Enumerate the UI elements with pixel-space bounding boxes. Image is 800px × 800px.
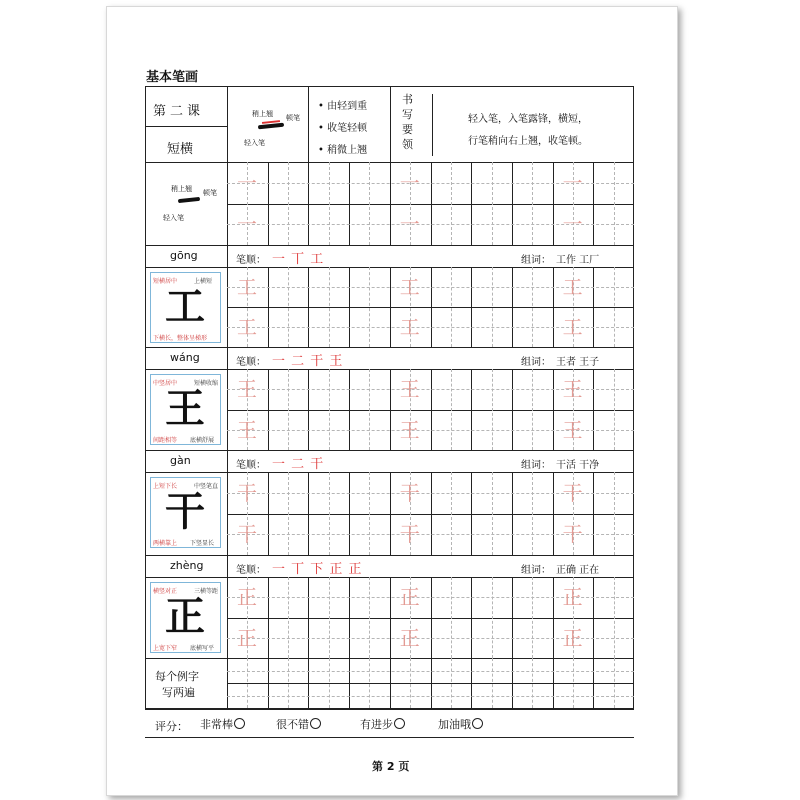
trace-character: 王 (562, 417, 583, 442)
stroke-order-label: 笔顺： (236, 357, 266, 368)
char-practice-col-line (349, 577, 350, 658)
trace-character: 一 (399, 212, 420, 237)
guide-line (451, 267, 452, 347)
guide-line (532, 472, 533, 555)
char-practice-col-line (268, 577, 269, 658)
rating-label: 评分： (155, 720, 188, 733)
guide-line (451, 162, 452, 245)
guide-line (288, 472, 289, 555)
free-practice-col-line (593, 658, 594, 708)
structure-note: 下竖显长 (190, 540, 215, 547)
rating-circle-checkbox[interactable] (234, 718, 245, 729)
char-practice-col-line (268, 369, 269, 450)
guide-line (329, 369, 330, 450)
guide-line (451, 577, 452, 658)
tip-item: • 稍微上翘 (318, 141, 367, 156)
guide-line (614, 267, 615, 347)
structure-note: 短横收缩 (194, 380, 219, 387)
trace-character: 王 (237, 417, 257, 442)
guide-line (451, 472, 452, 555)
char-practice-col-line (308, 369, 309, 450)
char-practice-col-line (471, 577, 472, 658)
section-divider (145, 450, 634, 451)
char-practice-col-line (431, 267, 432, 347)
tip-item: • 收笔轻顿 (318, 119, 367, 134)
char-practice-col-line (431, 472, 432, 555)
diagram-label-pause: 顿笔 (286, 114, 300, 122)
guide-line (227, 671, 634, 672)
trace-character: 王 (562, 377, 583, 402)
char-practice-col-line (349, 267, 350, 347)
example-character: 王 (165, 385, 205, 432)
stroke-practice-col-line (593, 162, 594, 245)
structure-note: 上横短 (194, 278, 213, 285)
stroke-order-label: 笔顺： (236, 565, 266, 576)
example-character: 干 (165, 488, 205, 535)
rating-option-label: 加油哦 (438, 718, 471, 731)
essentials-label: 书 写 要 领 (402, 93, 413, 151)
stroke-order-label: 笔顺： (236, 460, 266, 471)
char-practice-col-line (308, 267, 309, 347)
trace-character: 正 (399, 625, 420, 650)
rating-bottom-line (145, 737, 634, 738)
char-practice-col-line (593, 577, 594, 658)
free-practice-col-line (349, 658, 350, 708)
guide-line (492, 369, 493, 450)
trace-character: 王 (237, 377, 257, 402)
stroke-practice-col-line (431, 162, 432, 245)
diagram-label-rise: 稍上翘 (252, 110, 273, 118)
structure-note: 间距相等 (153, 437, 178, 444)
char-practice-col-line (431, 577, 432, 658)
section-divider (145, 347, 634, 348)
guide-line (532, 267, 533, 347)
words-list: 正确 正在 (556, 565, 600, 576)
guide-line (451, 369, 452, 450)
trace-character: 一 (562, 170, 583, 195)
lesson-number: 第二课 (153, 104, 205, 119)
stroke-name: 短横 (167, 142, 194, 157)
guide-line (492, 162, 493, 245)
free-practice-col-line (471, 658, 472, 708)
stroke-order-sequence: 一 丅 下 正 正 (272, 562, 363, 577)
guide-line (288, 162, 289, 245)
trace-character: 工 (399, 315, 420, 339)
header-divider (390, 86, 391, 162)
guide-line (614, 577, 615, 658)
free-practice-col-line (268, 658, 269, 708)
trace-character: 一 (237, 212, 257, 237)
char-practice-col-line (431, 369, 432, 450)
stroke-diagram-pause: 顿笔 (203, 189, 217, 197)
section-divider (145, 555, 634, 556)
guide-line (492, 658, 493, 708)
guide-line (614, 658, 615, 708)
stroke-order-sequence: 一 丅 工 (272, 252, 325, 267)
rating-option-label: 有进步 (360, 718, 393, 731)
rating-option-label: 很不错 (276, 718, 309, 731)
words-list: 干活 干净 (556, 460, 600, 471)
rating-circle-checkbox[interactable] (310, 718, 321, 729)
structure-note: 上短下长 (153, 483, 178, 490)
trace-character: 干 (399, 522, 420, 547)
section-divider (145, 245, 634, 246)
example-character: 正 (165, 593, 205, 640)
words-list: 工作 工厂 (556, 255, 600, 266)
guide-line (614, 162, 615, 245)
guide-line (288, 658, 289, 708)
stroke-order-sequence: 一 二 干 (272, 457, 325, 472)
structure-note: 上宽下窄 (153, 645, 178, 652)
guide-line (532, 162, 533, 245)
trace-character: 正 (399, 585, 420, 610)
trace-character: 王 (399, 377, 420, 402)
structure-note: 短横居中 (153, 278, 178, 285)
rating-circle-checkbox[interactable] (394, 718, 405, 729)
trace-character: 工 (399, 275, 420, 299)
structure-note: 横竖对正 (153, 588, 178, 595)
example-character: 工 (165, 283, 205, 330)
guide-line (288, 369, 289, 450)
header-divider (227, 86, 228, 162)
guide-line (492, 577, 493, 658)
pinyin: zhèng (170, 559, 204, 572)
guide-line (288, 267, 289, 347)
guide-line (329, 658, 330, 708)
trace-character: 干 (399, 480, 420, 505)
trace-character: 干 (562, 480, 583, 505)
stroke-order-label: 笔顺： (236, 255, 266, 266)
guide-line (492, 472, 493, 555)
sheet-title: 基本笔画 (146, 70, 199, 85)
words-label: 组词： (521, 357, 551, 368)
guide-line (329, 472, 330, 555)
words-label: 组词： (521, 255, 551, 266)
structure-note: 中竖居中 (153, 380, 178, 387)
trace-character: 干 (237, 480, 257, 505)
guide-line (573, 658, 574, 708)
free-practice-col-line (431, 658, 432, 708)
trace-character: 一 (562, 212, 583, 237)
pinyin: gàn (170, 454, 191, 467)
trace-character: 工 (562, 275, 583, 299)
guide-line (329, 577, 330, 658)
trace-character: 正 (237, 625, 257, 650)
guide-line (614, 472, 615, 555)
stroke-diagram-entry: 轻入笔 (163, 214, 184, 222)
rating-option[interactable] (276, 716, 321, 732)
char-practice-col-line (593, 472, 594, 555)
stroke-diagram-rise: 稍上翘 (171, 185, 192, 193)
header-divider (145, 126, 227, 127)
guide-line (532, 369, 533, 450)
guide-line (451, 658, 452, 708)
words-label: 组词： (521, 460, 551, 471)
guide-line (369, 577, 370, 658)
guide-line (532, 577, 533, 658)
free-practice-col-line (390, 658, 391, 708)
structure-note: 三横等距 (194, 588, 219, 595)
guide-line (288, 577, 289, 658)
guide-line (369, 658, 370, 708)
char-practice-col-line (593, 267, 594, 347)
pinyin: wáng (170, 351, 200, 364)
guide-line (369, 267, 370, 347)
essentials-text-1: 轻入笔，入笔露锋，横短， (468, 114, 588, 125)
rating-top-line (145, 708, 634, 709)
header-divider (308, 86, 309, 162)
stroke-practice-col-line (268, 162, 269, 245)
guide-line (329, 267, 330, 347)
stroke-practice-col-line (308, 162, 309, 245)
char-practice-col-line (308, 472, 309, 555)
stroke-practice-col-line (349, 162, 350, 245)
stroke-order-sequence: 一 二 干 王 (272, 354, 344, 369)
trace-character: 正 (237, 585, 257, 610)
trace-character: 干 (237, 522, 257, 547)
guide-line (369, 162, 370, 245)
trace-character: 正 (562, 625, 583, 650)
trace-character: 工 (562, 315, 583, 339)
structure-note: 中竖笔直 (194, 483, 219, 490)
words-list: 王者 王子 (556, 357, 600, 368)
guide-line (227, 696, 634, 697)
trace-character: 王 (399, 417, 420, 442)
free-practice-col-line (512, 658, 513, 708)
char-practice-col-line (308, 577, 309, 658)
char-practice-col-line (268, 267, 269, 347)
diagram-label-entry: 轻入笔 (244, 139, 265, 147)
words-label: 组词： (521, 565, 551, 576)
char-practice-col-line (471, 267, 472, 347)
rating-circle-checkbox[interactable] (472, 718, 483, 729)
free-practice-col-line (227, 658, 228, 708)
trace-character: 干 (562, 522, 583, 547)
char-practice-col-line (349, 472, 350, 555)
free-practice-col-line (308, 658, 309, 708)
guide-line (369, 472, 370, 555)
essentials-divider (432, 94, 433, 156)
char-practice-col-line (512, 267, 513, 347)
guide-line (410, 658, 411, 708)
structure-note: 底横写平 (190, 645, 215, 652)
page-number: 第 2 页 (372, 760, 410, 773)
stroke-practice-col-line (471, 162, 472, 245)
structure-note: 底横舒展 (190, 437, 215, 444)
guide-line (614, 369, 615, 450)
trace-character: 工 (237, 275, 257, 299)
rating-option[interactable] (438, 716, 483, 732)
structure-note: 下横长，整体呈梯形 (153, 335, 208, 342)
trace-character: 工 (237, 315, 257, 339)
stroke-practice-col-line (512, 162, 513, 245)
char-practice-col-line (512, 577, 513, 658)
rating-option[interactable] (360, 716, 405, 732)
structure-note: 两横靠上 (153, 540, 178, 547)
tip-item: • 由轻到重 (318, 97, 367, 112)
char-practice-col-line (471, 472, 472, 555)
pinyin: gōng (170, 249, 198, 262)
essentials-text-2: 行笔稍向右上翘，收笔顿。 (468, 136, 588, 147)
guide-line (247, 658, 248, 708)
char-practice-col-line (512, 472, 513, 555)
char-practice-col-line (471, 369, 472, 450)
trace-character: 一 (237, 170, 257, 195)
trace-character: 正 (562, 585, 583, 610)
guide-line (369, 369, 370, 450)
guide-line (532, 658, 533, 708)
trace-character: 一 (399, 170, 420, 195)
char-practice-col-line (268, 472, 269, 555)
free-practice-label-1: 每个例字 (155, 670, 199, 683)
char-practice-col-line (349, 369, 350, 450)
guide-line (329, 162, 330, 245)
free-practice-label-2: 写两遍 (162, 686, 195, 699)
free-practice-col-line (553, 658, 554, 708)
rating-option-label: 非常棒 (200, 718, 233, 731)
char-practice-col-line (593, 369, 594, 450)
char-practice-col-line (512, 369, 513, 450)
guide-line (492, 267, 493, 347)
rating-option[interactable] (200, 716, 245, 732)
